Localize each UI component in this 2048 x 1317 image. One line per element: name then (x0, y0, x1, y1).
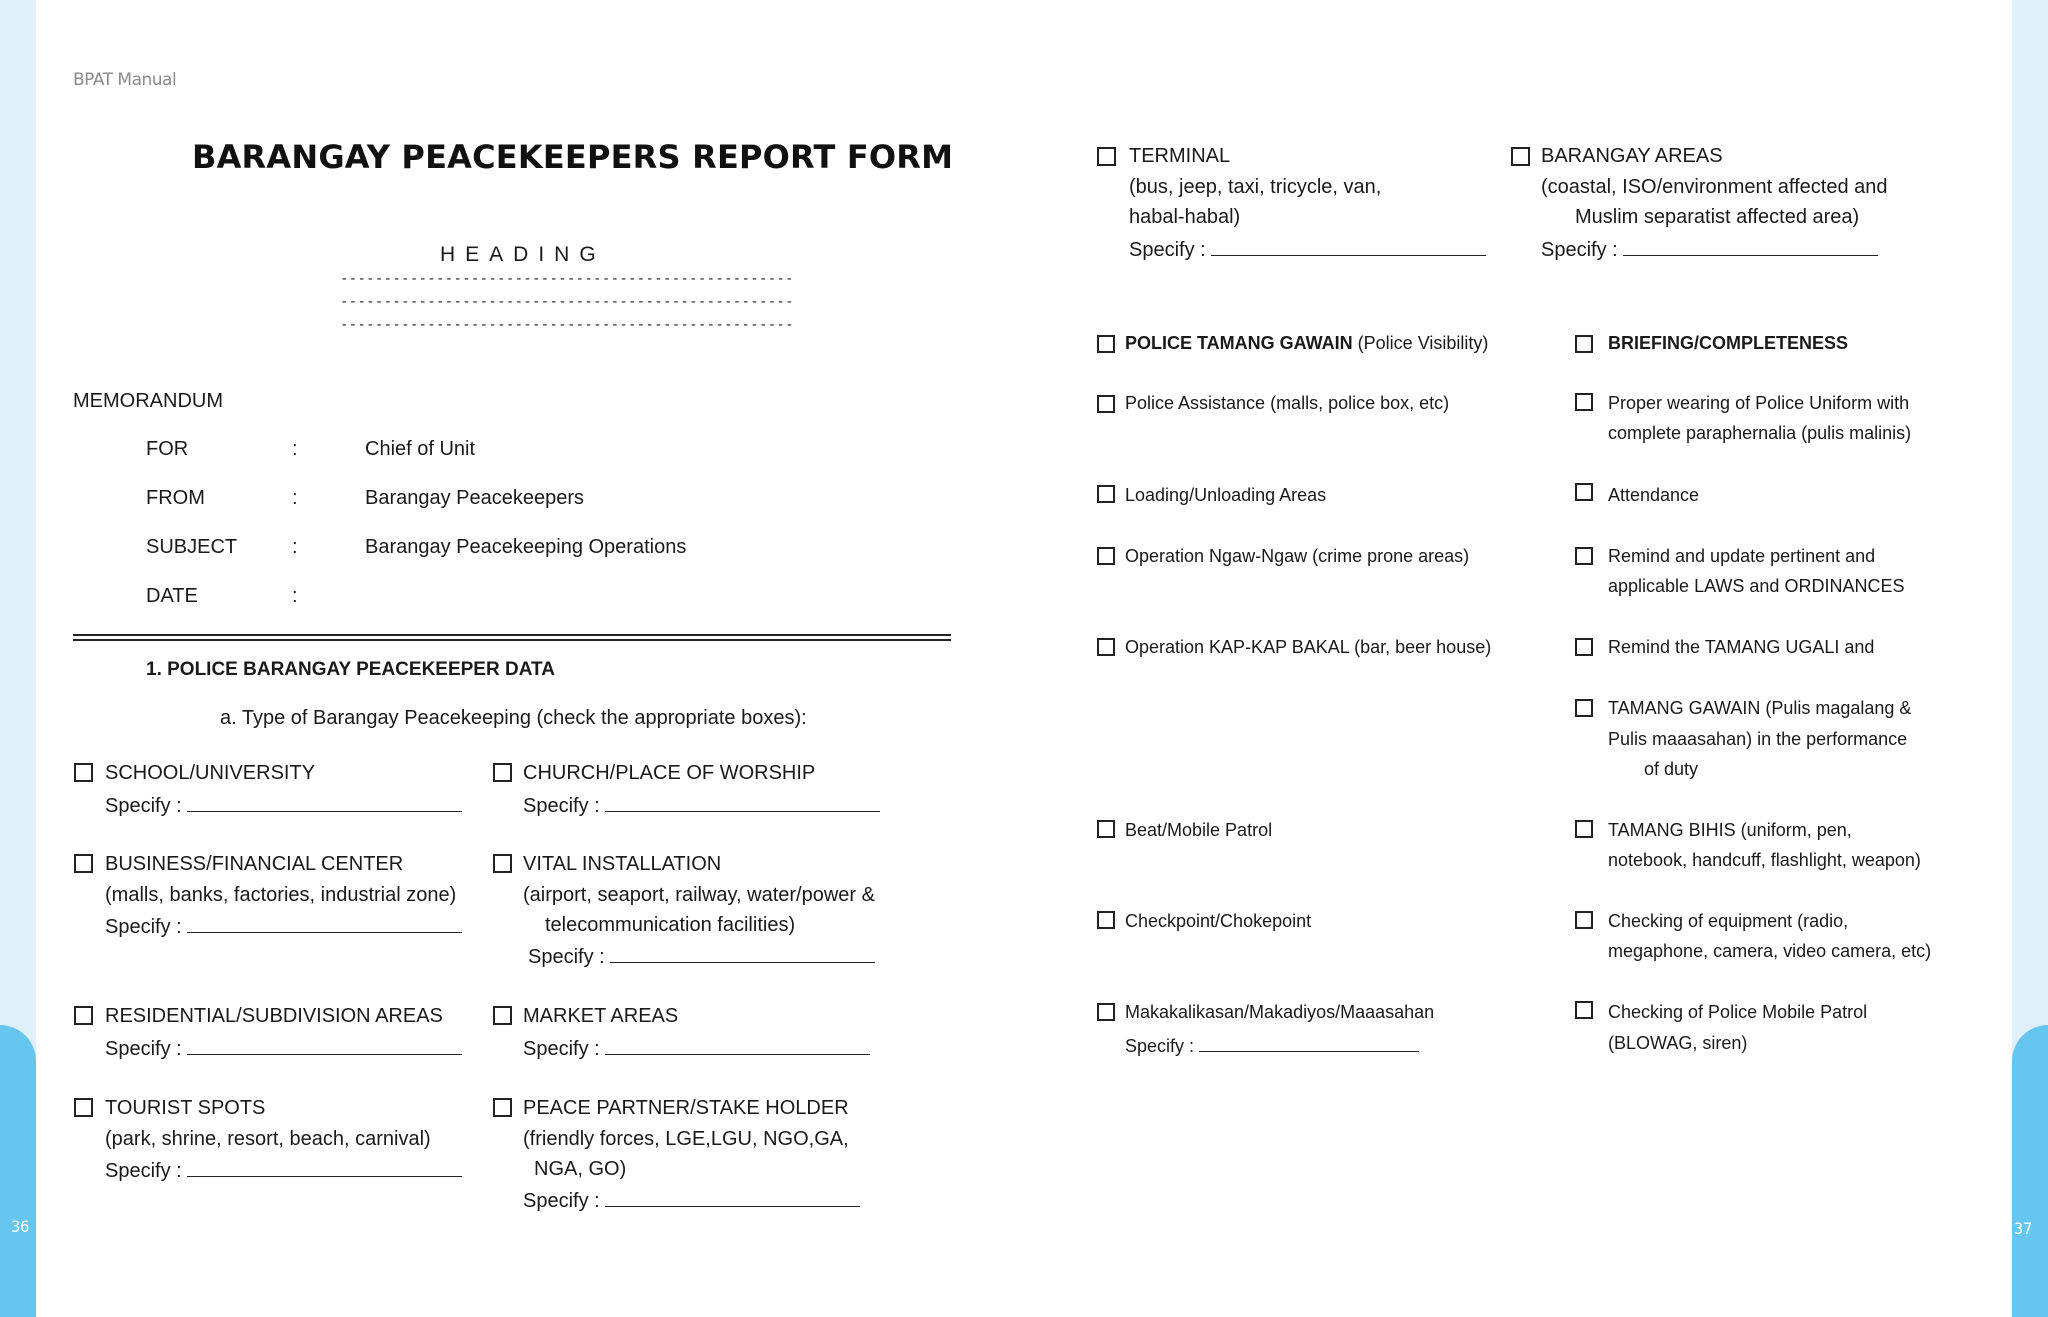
remind-laws-line-1: Remind and update pertinent and (1608, 546, 1876, 566)
checking-equipment-line-2: megaphone, camera, video camera, etc) (1608, 941, 1932, 961)
school-label: SCHOOL/UNIVERSITY (105, 762, 316, 784)
tamang-bihis-line-2: notebook, handcuff, flashlight, weapon) (1608, 850, 1921, 870)
police-assistance-checkbox[interactable] (1097, 395, 1115, 413)
tamang-ugali-checkbox[interactable] (1575, 638, 1593, 656)
barangay-areas-checkbox[interactable] (1511, 147, 1530, 166)
tamang-gawain-checkbox[interactable] (1575, 699, 1593, 717)
peace-partner-detail-2: NGA, GO) (534, 1158, 627, 1180)
tourist-checkbox[interactable] (74, 1098, 93, 1117)
attendance-label: Attendance (1608, 485, 1700, 505)
terminal-specify (1129, 237, 1486, 262)
specify-label: Specify : (523, 1190, 600, 1212)
memo-label: DATE (146, 585, 198, 607)
tamang-bihis-checkbox[interactable] (1575, 820, 1593, 838)
peace-partner-label: PEACE PARTNER/STAKE HOLDER (523, 1097, 849, 1119)
memo-colon: : (292, 487, 298, 509)
form-title: BARANGAY PEACEKEEPERS REPORT FORM (192, 138, 954, 176)
police-tamang-gawain-checkbox[interactable] (1097, 335, 1115, 353)
vital-specify-field[interactable] (610, 944, 875, 963)
memo-value: Chief of Unit (365, 438, 476, 460)
barangay-areas-specify (1541, 237, 1878, 262)
business-specify (105, 914, 462, 939)
checkpoint-checkbox[interactable] (1097, 911, 1115, 929)
manual-label: BPAT Manual (73, 70, 177, 90)
memorandum-label: MEMORANDUM (73, 390, 223, 412)
page-number-right: 37 (2014, 1219, 2033, 1238)
memo-colon: : (292, 585, 298, 607)
church-checkbox[interactable] (493, 763, 512, 782)
heading-label: HEADING (440, 243, 606, 266)
vital-detail-2: telecommunication facilities) (545, 914, 796, 936)
specify-label: Specify : (523, 795, 600, 817)
operation-kap-kap-checkbox[interactable] (1097, 638, 1115, 656)
residential-specify-field[interactable] (187, 1036, 462, 1055)
tamang-bihis-line-1: TAMANG BIHIS (uniform, pen, (1608, 820, 1852, 840)
mobile-patrol-check-line-1: Checking of Police Mobile Patrol (1608, 1002, 1868, 1022)
memo-label: FOR (146, 438, 189, 460)
church-specify (523, 793, 880, 818)
terminal-detail-1: (bus, jeep, taxi, tricycle, van, (1129, 176, 1382, 198)
specify-label: Specify : (105, 916, 182, 938)
market-checkbox[interactable] (493, 1006, 512, 1025)
attendance-checkbox[interactable] (1575, 483, 1593, 501)
specify-label: Specify : (523, 1038, 600, 1060)
loading-unloading-label: Loading/Unloading Areas (1125, 485, 1327, 505)
specify-label: Specify : (528, 946, 605, 968)
tourist-detail: (park, shrine, resort, beach, carnival) (105, 1128, 431, 1150)
school-specify-field[interactable] (187, 793, 462, 812)
makakalikasan-checkbox[interactable] (1097, 1003, 1115, 1021)
proper-uniform-line-1: Proper wearing of Police Uniform with (1608, 393, 1910, 413)
specify-label: Specify : (105, 795, 182, 817)
business-label: BUSINESS/FINANCIAL CENTER (105, 853, 404, 875)
page-number-left: 36 (11, 1217, 30, 1236)
memo-value: Barangay Peacekeeping Operations (365, 536, 687, 558)
terminal-detail-2: habal-habal) (1129, 206, 1241, 228)
terminal-specify-field[interactable] (1211, 237, 1486, 256)
church-label: CHURCH/PLACE OF WORSHIP (523, 762, 816, 784)
market-label: MARKET AREAS (523, 1005, 679, 1027)
terminal-label: TERMINAL (1129, 145, 1231, 167)
tamang-gawain-line-3: of duty (1644, 759, 1699, 779)
proper-uniform-checkbox[interactable] (1575, 393, 1593, 411)
vital-specify (528, 944, 875, 969)
heading-line-1: ---------------------------------------------------- (340, 271, 794, 287)
section-1-title: 1. POLICE BARANGAY PEACEKEEPER DATA (146, 659, 555, 680)
loading-unloading-checkbox[interactable] (1097, 485, 1115, 503)
tamang-ugali-label: Remind the TAMANG UGALI and (1608, 637, 1875, 657)
remind-laws-checkbox[interactable] (1575, 547, 1593, 565)
operation-ngaw-ngaw-label: Operation Ngaw-Ngaw (crime prone areas) (1125, 546, 1470, 566)
police-assistance-label: Police Assistance (malls, police box, etc) (1125, 393, 1450, 413)
barangay-areas-detail-1: (coastal, ISO/environment affected and (1541, 176, 1888, 198)
memo-colon: : (292, 536, 298, 558)
church-specify-field[interactable] (605, 793, 880, 812)
specify-label: Specify : (1129, 239, 1206, 261)
double-rule-top (73, 634, 951, 636)
business-specify-field[interactable] (187, 914, 462, 933)
heading-line-2: ---------------------------------------------------- (340, 294, 794, 310)
operation-ngaw-ngaw-checkbox[interactable] (1097, 547, 1115, 565)
tourist-label: TOURIST SPOTS (105, 1097, 266, 1119)
mobile-patrol-check-line-2: (BLOWAG, siren) (1608, 1033, 1748, 1053)
page-tab-right (2012, 1025, 2048, 1317)
specify-label: Specify : (1125, 1036, 1195, 1056)
market-specify (523, 1036, 870, 1061)
vital-checkbox[interactable] (493, 854, 512, 873)
memo-colon: : (292, 438, 298, 460)
briefing-checkbox[interactable] (1575, 335, 1593, 353)
specify-label: Specify : (105, 1160, 182, 1182)
residential-label: RESIDENTIAL/SUBDIVISION AREAS (105, 1005, 443, 1027)
peace-partner-specify (523, 1188, 860, 1213)
residential-specify (105, 1036, 462, 1061)
barangay-areas-label: BARANGAY AREAS (1541, 145, 1723, 167)
makakalikasan-specify (1125, 1033, 1419, 1057)
memo-label: FROM (146, 487, 205, 509)
makakalikasan-specify-field[interactable] (1199, 1033, 1419, 1052)
police-tamang-gawain-title (1125, 333, 1488, 354)
business-checkbox[interactable] (74, 854, 93, 873)
peace-partner-specify-field[interactable] (605, 1188, 860, 1207)
market-specify-field[interactable] (605, 1036, 870, 1055)
memo-label: SUBJECT (146, 536, 238, 558)
tourist-specify-field[interactable] (187, 1158, 462, 1177)
beat-mobile-patrol-checkbox[interactable] (1097, 820, 1115, 838)
section-1a-label: a. Type of Barangay Peacekeeping (check the appropriate boxes): (220, 707, 807, 729)
tourist-specify (105, 1158, 462, 1183)
vital-label: VITAL INSTALLATION (523, 853, 722, 875)
terminal-checkbox[interactable] (1097, 147, 1116, 166)
heading-line-3: ---------------------------------------------------- (340, 317, 794, 333)
specify-label: Specify : (105, 1038, 182, 1060)
police-tamang-gawain-title-bold: POLICE TAMANG GAWAIN (1125, 333, 1353, 353)
school-checkbox[interactable] (74, 763, 93, 782)
checking-equipment-checkbox[interactable] (1575, 911, 1593, 929)
checkpoint-label: Checkpoint/Chokepoint (1125, 911, 1312, 931)
tamang-gawain-line-2: Pulis maaasahan) in the performance (1608, 729, 1908, 749)
barangay-areas-specify-field[interactable] (1623, 237, 1878, 256)
tamang-gawain-line-1: TAMANG GAWAIN (Pulis magalang & (1608, 698, 1912, 718)
police-tamang-gawain-title-rest: (Police Visibility) (1352, 333, 1489, 353)
residential-checkbox[interactable] (74, 1006, 93, 1025)
peace-partner-checkbox[interactable] (493, 1098, 512, 1117)
checking-equipment-line-1: Checking of equipment (radio, (1608, 911, 1849, 931)
proper-uniform-line-2: complete paraphernalia (pulis malinis) (1608, 423, 1912, 443)
memo-value: Barangay Peacekeepers (365, 487, 585, 509)
operation-kap-kap-label: Operation KAP-KAP BAKAL (bar, beer house) (1125, 637, 1492, 657)
remind-laws-line-2: applicable LAWS and ORDINANCES (1608, 576, 1905, 596)
makakalikasan-label: Makakalikasan/Makadiyos/Maaasahan (1125, 1002, 1435, 1022)
double-rule-bottom (73, 639, 951, 641)
school-specify (105, 793, 462, 818)
peace-partner-detail-1: (friendly forces, LGE,LGU, NGO,GA, (523, 1128, 849, 1150)
briefing-title: BRIEFING/COMPLETENESS (1608, 333, 1849, 353)
specify-label: Specify : (1541, 239, 1618, 261)
page-tab-left (0, 1025, 36, 1317)
beat-mobile-patrol-label: Beat/Mobile Patrol (1125, 820, 1273, 840)
mobile-patrol-check-checkbox[interactable] (1575, 1001, 1593, 1019)
vital-detail-1: (airport, seaport, railway, water/power & (523, 884, 875, 906)
barangay-areas-detail-2: Muslim separatist affected area) (1575, 206, 1860, 228)
business-detail: (malls, banks, factories, industrial zone) (105, 884, 457, 906)
